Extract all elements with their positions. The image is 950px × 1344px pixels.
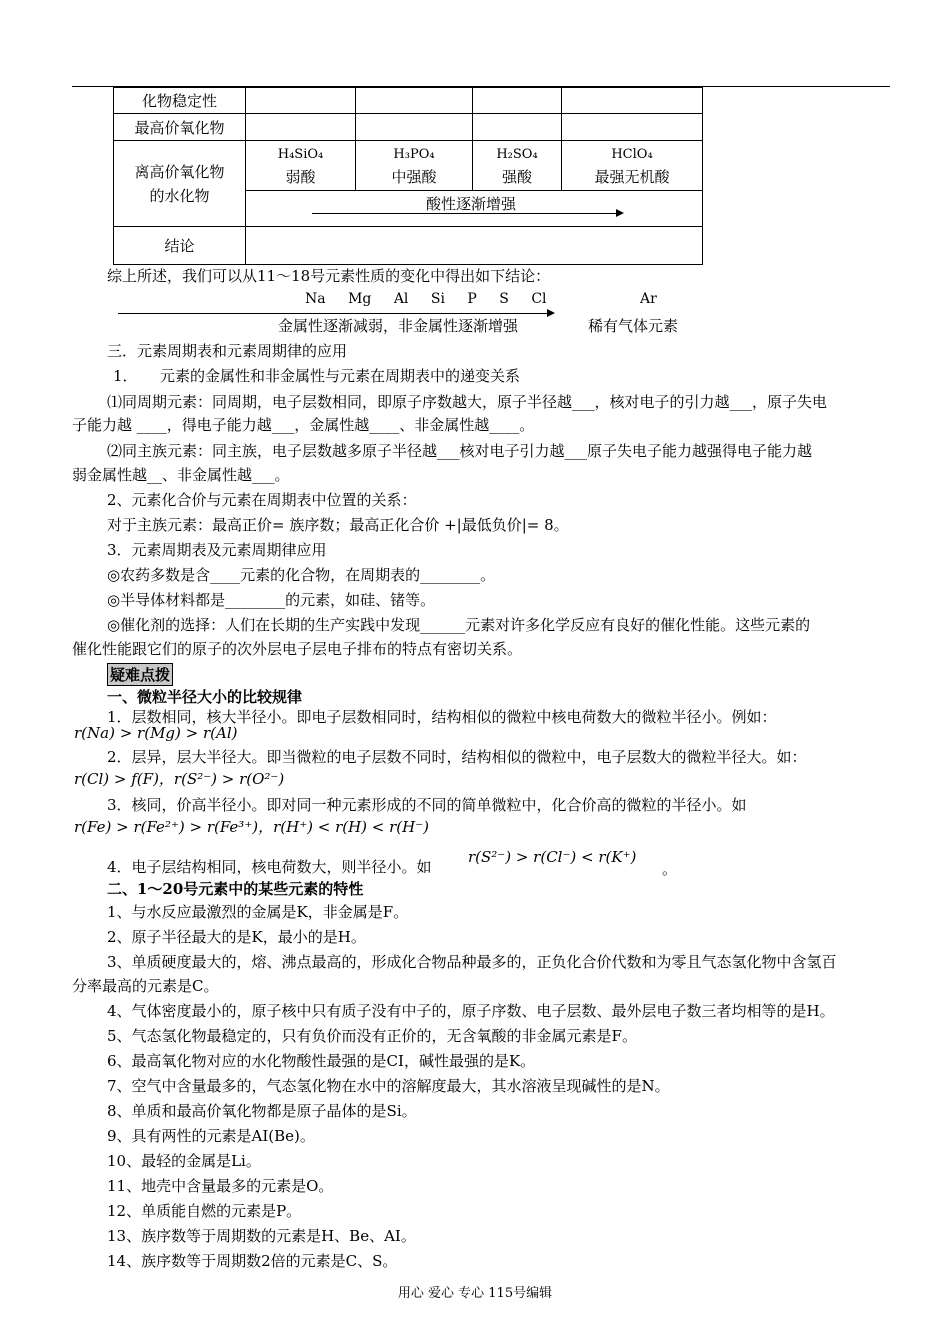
list-item: 8、单质和最高价氧化物都是原子晶体的是Si。: [107, 1102, 417, 1120]
table-row-label: 化物稳定性: [114, 88, 246, 114]
table-row-label: 最高价氧化物: [114, 114, 246, 141]
acid-cell: H₃PO₄ 中强酸: [356, 141, 473, 191]
summary-intro: 综上所述，我们可以从11～18号元素性质的变化中得出如下结论：: [107, 267, 551, 285]
paragraph: ⑴同周期元素：同周期，电子层数相同，即原子序数越大，原子半径越___，核对电子的引力越___，原子失电: [107, 393, 828, 411]
formula: r(Cl) > f(F)，r(S²⁻) > r(O²⁻): [74, 770, 285, 788]
subsection: 1． 元素的金属性和非金属性与元素在周期表中的递变关系: [113, 367, 521, 385]
paragraph: 对于主族元素：最高正价= 族序数；最高正化合价 +|最低负价|= 8。: [107, 516, 569, 534]
paragraph: 子能力越 ____，得电子能力越___，金属性越____、非金属性越____。: [72, 416, 535, 434]
summary-arrow: [118, 313, 548, 314]
acid-trend-arrow: [312, 213, 617, 214]
list-item: 5、气态氢化物最稳定的，只有负价而没有正价的，无含氧酸的非金属元素是F。: [107, 1027, 637, 1045]
table-row-label: 结论: [114, 227, 246, 265]
list-item: 1、与水反应最激烈的金属是K，非金属是F。: [107, 903, 409, 921]
list-item: 分率最高的元素是C。: [72, 977, 219, 995]
page-footer: 用心 爱心 专心 115号编辑: [397, 1286, 553, 1301]
list-item: 6、最高氧化物对应的水化物酸性最强的是CI，碱性最强的是K。: [107, 1052, 536, 1070]
section-heading: 二、1～20号元素中的某些元素的特性: [107, 880, 364, 898]
element-row: Na Mg Al Si P S Cl: [305, 291, 547, 307]
formula: r(Fe) > r(Fe²⁺) > r(Fe³⁺)，r(H⁺) < r(H) < r(H⁻): [74, 818, 429, 836]
list-item: 3、单质硬度最大的，熔、沸点最高的，形成化合物品种最多的，正负化合价代数和为零且气态氢化物中含氢百: [107, 953, 837, 971]
list-item: 9、具有两性的元素是AI(Be)。: [107, 1127, 315, 1145]
formula: r(S²⁻) > r(Cl⁻) < r(K⁺): [468, 848, 637, 866]
paragraph: ⑵同主族元素：同主族，电子层数越多原子半径越___核对电子引力越___原子失电子能力越强得电子能力越: [107, 442, 813, 460]
table-row-label: 离高价氧化物 的水化物: [114, 141, 246, 227]
noble-label: 稀有气体元素: [588, 317, 679, 335]
list-item: 13、族序数等于周期数的元素是H、Be、AI。: [107, 1227, 416, 1245]
list-item: 7、空气中含量最多的，气态氢化物在水中的溶解度最大，其水溶液呈现碱性的是N。: [107, 1077, 670, 1095]
acid-trend-label: 酸性逐渐增强: [426, 195, 517, 213]
summary-trend: 金属性逐渐减弱，非金属性逐渐增强: [278, 317, 519, 335]
list-item: 4、气体密度最小的，原子核中只有质子没有中子的，原子序数、电子层数、最外层电子数三者均相等的是H。: [107, 1002, 835, 1020]
list-item: 14、族序数等于周期数2倍的元素是C、S。: [107, 1252, 398, 1270]
arrow-head-icon: [547, 309, 555, 317]
list-item: 2、原子半径最大的是K，最小的是H。: [107, 928, 366, 946]
paragraph: ◎催化剂的选择：人们在长期的生产实践中发现______元素对许多化学反应有良好的催化性能。这些元素的: [107, 616, 811, 634]
acid-trend-cell: [246, 191, 703, 227]
acid-cell: H₂SO₄ 强酸: [473, 141, 562, 191]
list-item: 12、单质能自燃的元素是P。: [107, 1202, 302, 1220]
acid-cell: HClO₄ 最强无机酸: [562, 141, 703, 191]
paragraph: ◎半导体材料都是________的元素，如硅、锗等。: [107, 591, 436, 609]
paragraph: ◎农药多数是含____元素的化合物，在周期表的________。: [107, 566, 496, 584]
section-heading: 一、微粒半径大小的比较规律: [107, 688, 303, 706]
formula: r(Na) > r(Mg) > r(Al): [74, 724, 238, 742]
section-title: 三．元素周期表和元素周期律的应用: [107, 342, 348, 360]
difficulty-tag: 疑难点拨: [107, 663, 173, 686]
paragraph: 弱金属性越__、非金属性越___。: [72, 466, 290, 484]
property-table: [113, 87, 703, 265]
subsection: 2、元素化合价与元素在周期表中位置的关系：: [107, 491, 417, 509]
list-item: 11、地壳中含量最多的元素是O。: [107, 1177, 334, 1195]
arrow-head-icon: [616, 209, 624, 217]
list-item: 10、最轻的金属是Li。: [107, 1152, 261, 1170]
noble-gas: Ar: [640, 291, 657, 307]
paragraph: 催化性能跟它们的原子的次外层电子层电子排布的特点有密切关系。: [72, 640, 523, 658]
period: 。: [662, 860, 678, 878]
paragraph: 2．层异，层大半径大。即当微粒的电子层数不同时，结构相似的微粒中，电子层数大的微粒半径大。如：: [107, 748, 807, 766]
subsection: 3．元素周期表及元素周期律应用: [107, 541, 327, 559]
paragraph: 4．电子层结构相同，核电荷数大，则半径小。如: [107, 858, 432, 876]
paragraph: 1．层数相同，核大半径小。即电子层数相同时，结构相似的微粒中核电荷数大的微粒半径小。例如：: [107, 708, 777, 726]
acid-cell: H₄SiO₄ 弱酸: [246, 141, 356, 191]
paragraph: 3．核同，价高半径小。即对同一种元素形成的不同的简单微粒中，化合价高的微粒的半径小。如: [107, 796, 747, 814]
